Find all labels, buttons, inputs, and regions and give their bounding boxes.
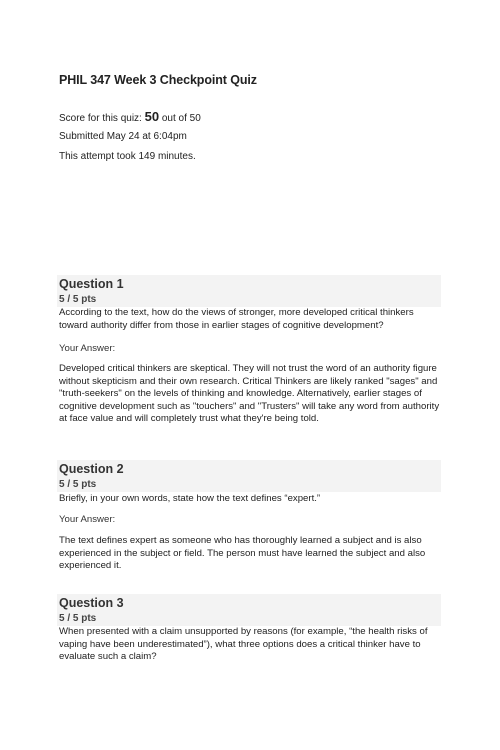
score-value: 50 [144,109,160,124]
quiz-score [59,109,201,124]
submitted-date: Submitted May 24 at 6:04pm [59,131,187,142]
attempt-duration: This attempt took 149 minutes. [59,151,196,162]
score-prefix: Score for this quiz: [59,113,145,124]
quiz-title: PHIL 347 Week 3 Checkpoint Quiz [59,73,257,87]
question-3-title: Question 3 [59,596,124,610]
question-3-text: When presented with a claim unsupported by reasons (for example, “the health risks of vaping have been underestimated”), what three options does a critical thinker have to evaluate such a claim? [59,626,428,663]
question-2-points: 5 / 5 pts [59,479,97,490]
question-2-answer-label: Your Answer: [59,514,116,525]
question-2-title: Question 2 [59,462,124,476]
question-1-answer-label: Your Answer: [59,343,116,354]
question-1-points: 5 / 5 pts [59,294,97,305]
question-1-text: According to the text, how do the views of stronger, more developed critical thinkers toward authority differ from those in earlier stages of cognitive development? [59,307,414,331]
score-suffix: out of 50 [159,113,201,124]
question-2-text: Briefly, in your own words, state how the text defines “expert.” [59,493,321,504]
question-2-answer: The text defines expert as someone who has thoroughly learned a subject and is also experienced in the subject or field. The person must have learned the subject and also experienced it. [59,535,426,572]
question-1-answer: Developed critical thinkers are skeptical. They will not trust the word of an authority figure without skepticism and their own research. Critical Thinkers are likely ranked "sages" and "truth-seekers" on the levels of thinking and knowledge. Alternatively, earlier stages of cognitive development such as "touchers" and "Trusters" will take any word from authority at face value and will completely trust what they're being told. [59,363,440,425]
question-1-title: Question 1 [59,277,124,291]
question-3-points: 5 / 5 pts [59,613,97,624]
